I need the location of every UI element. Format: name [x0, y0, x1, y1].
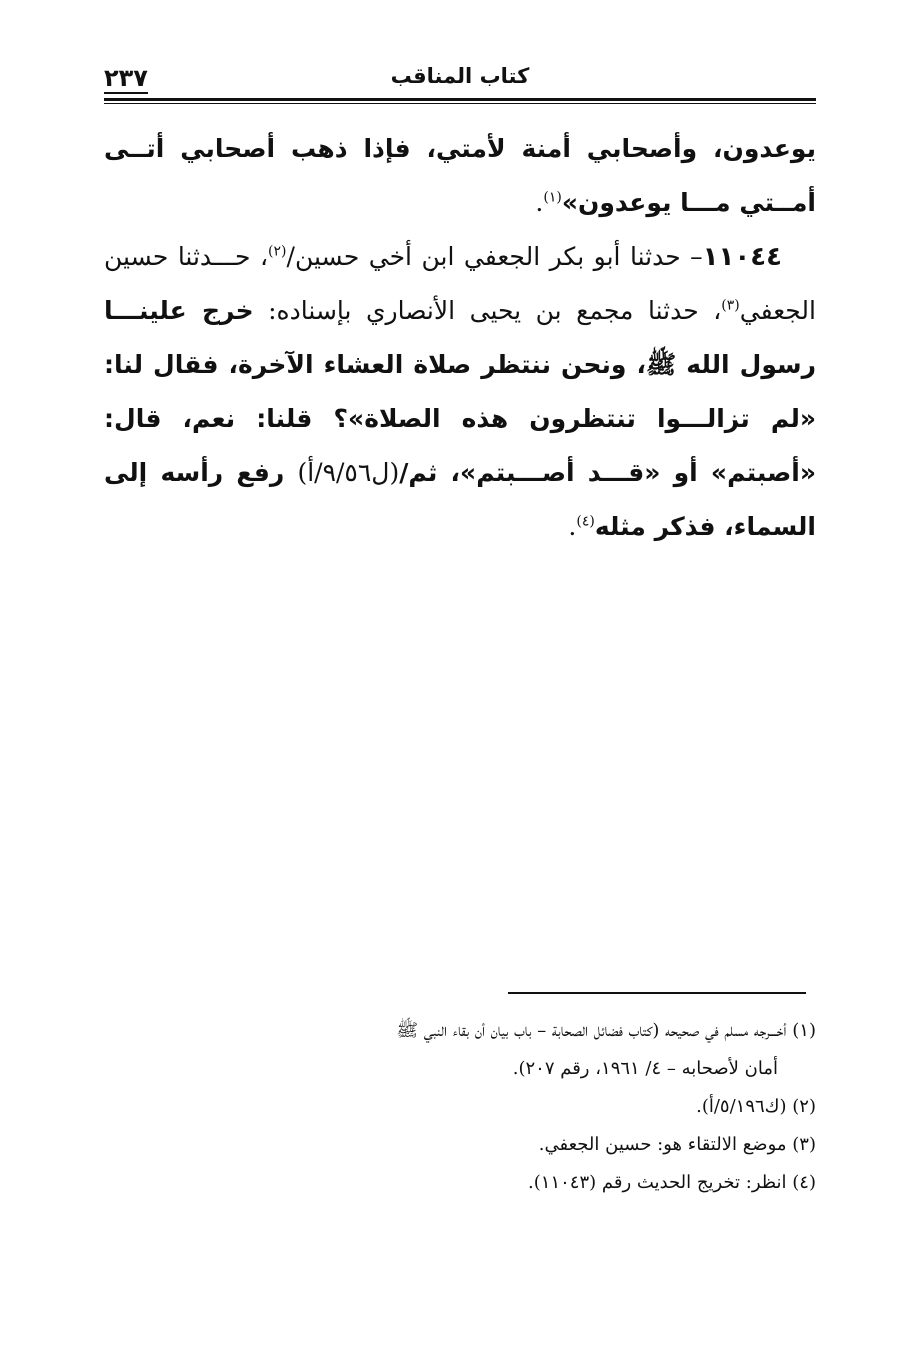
footnote-text: أخـــرجه مسلم في صحيحه (كتاب فضائل الصحابة – باب بيان أن بقاء النبي ﷺ — [396, 1020, 787, 1041]
footnote-text: (ك٥/١٩٦/أ). — [696, 1096, 787, 1117]
isnad-part-1: – حدثنا أبو بكر الجعفي ابن أخي حسين/ — [286, 242, 703, 271]
header-rule — [104, 98, 816, 101]
paragraph-hadith — [104, 230, 816, 554]
footnote-ref-3: (٣) — [721, 297, 740, 314]
footnote-text: موضع الالتقاء هو: حسين الجعفي. — [538, 1134, 787, 1155]
footnote-2 — [104, 1088, 816, 1126]
footnotes — [104, 1012, 816, 1202]
footnote-number: (٢) — [792, 1096, 816, 1117]
footnote-ref-1: (١) — [543, 189, 562, 206]
main-text — [104, 122, 816, 554]
footnote-ref-4: (٤) — [576, 513, 595, 530]
footnote-3 — [104, 1126, 816, 1164]
hadith-number: ١١٠٤٤ — [702, 242, 783, 272]
sentence-end: . — [568, 512, 577, 541]
running-title: كتاب المناقب — [390, 64, 530, 88]
page-number: ٢٣٧ — [104, 64, 148, 92]
footnote-ref-2: (٢) — [268, 243, 287, 260]
footnote-4 — [104, 1164, 816, 1202]
footnote-1 — [104, 1012, 816, 1088]
footnote-text: انظر: تخريج الحديث رقم (١١٠٤٣). — [528, 1172, 787, 1193]
matn-bold-2: رفع رأسه إلى السماء، فذكر مثله — [104, 458, 816, 541]
paragraph-continuation — [104, 122, 816, 230]
matn-bold-1: خرج علينـــا رسول الله ﷺ، ونحن ننتظر صلاة العشاء الآخرة، فقال لنا: «لم تزالـــوا تنتظرون هذه الصلاة»؟ قلنا: نعم، قال: «أصبتم» أو «قـــد أصـــبتم»، ثم/ — [104, 296, 816, 487]
sentence-end: . — [535, 188, 544, 217]
footnote-separator — [508, 992, 806, 994]
footnote-number: (٤) — [792, 1172, 816, 1193]
manuscript-marker: (ل٩/٥٦/أ) — [297, 458, 400, 487]
footnote-number: (٣) — [792, 1134, 816, 1155]
footnote-continuation: أمان لأصحابه – ٤/ ١٩٦١، رقم ٢٠٧). — [512, 1058, 778, 1079]
header-rule-thin — [104, 103, 816, 104]
isnad-part-3: ، حدثنا مجمع بن يحيى الأنصاري بإسناده: — [253, 296, 722, 325]
hadith-text-bold: يوعدون، وأصحابي أمنة لأمتي، فإذا ذهب أصحابي أتــى أمــتي مـــا يوعدون» — [104, 134, 816, 217]
running-header — [104, 62, 816, 96]
isnad-part-2: ، حـــدثنا حسين الجعفي — [104, 242, 816, 325]
footnote-number: (١) — [792, 1020, 816, 1041]
